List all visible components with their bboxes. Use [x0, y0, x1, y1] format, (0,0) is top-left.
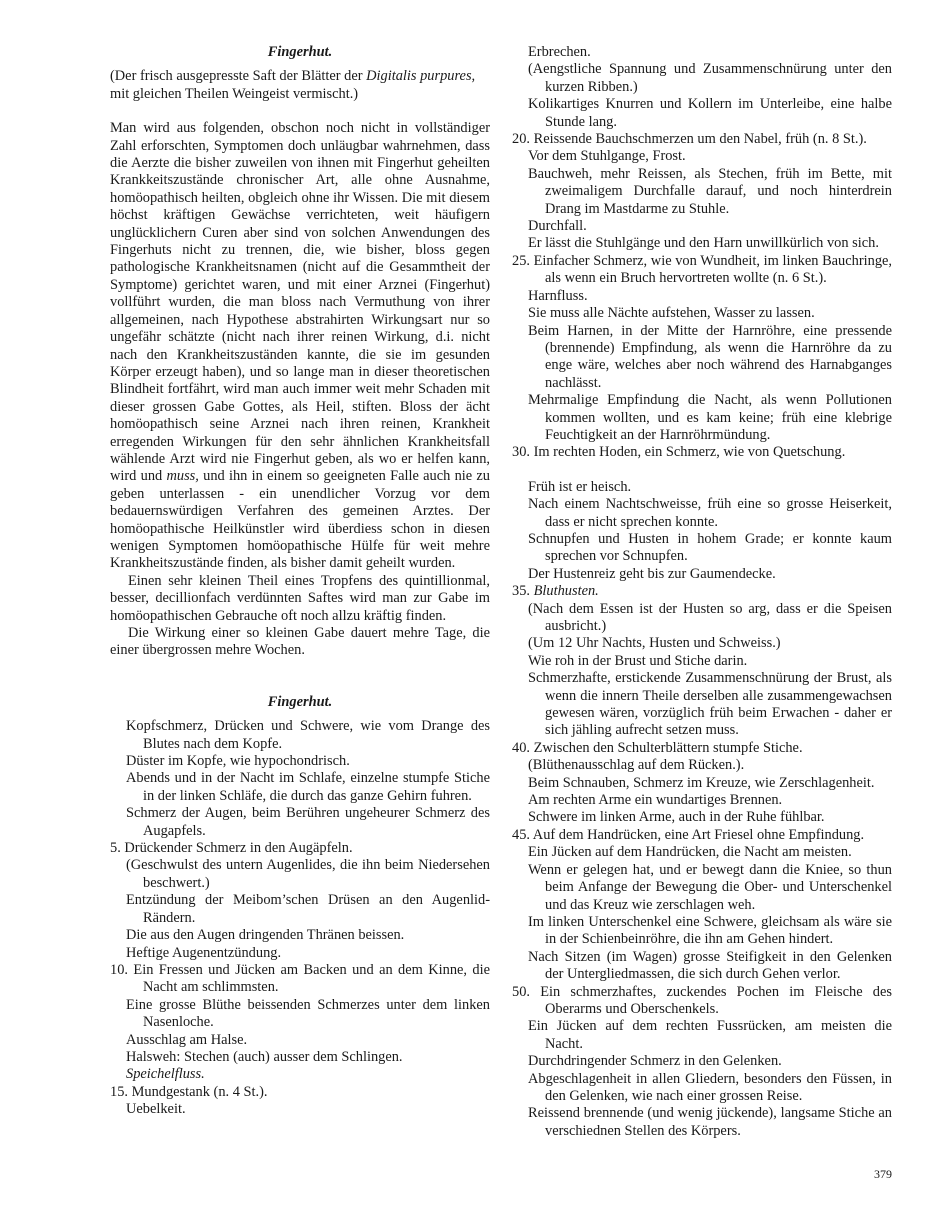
symptom-text: Im rechten Hoden, ein Schmerz, wie von Quetschung. — [533, 444, 846, 461]
symptom-entry — [110, 945, 490, 962]
symptom-text: Eine grosse Blüthe beissenden Schmerzes unter dem linken Nasenloche. — [126, 996, 490, 1031]
symptom-entry — [512, 235, 892, 252]
symptom-entry — [512, 323, 892, 393]
symptom-entry — [110, 892, 490, 927]
symptom-entry — [512, 635, 892, 652]
symptom-text: Beim Harnen, in der Mitte der Harnröhre, eine pressende (brennende) Empfindung, als wenn die Harnröhre da zu enge wäre, welches aber noch während des Harnabganges nachlässt. — [528, 322, 892, 391]
symptom-text: Am rechten Arme ein wundartiges Brennen. — [528, 792, 783, 809]
text-run: Man wird aus folgenden, obschon noch nicht in vollständiger Zahl erforschten, Symptomen doch unläugbar wahrnehmen, dass die Aerzte die bisher zuweilen von ihnen mit Fingerhut geheilten Krankkeitszustände chronischer Art, alle ohne Ausnahme, homöopathisch heilten, obgleich ohne ihr Wissen. Die mit diesem höchst kräftigen Gewächse verrichteten, weit häufigern unglücklichern Curen aber sind von solchen Anwendungen des Fingerhuts nicht zu trennen, die, wie bisher, bloss gegen pathologische Krankheitsnamen (nicht auf die Gesammtheit der Symptome) gerichtet waren, und mit einer Arznei (Fingerhut) vollführt wurden, die man bloss nach Vermuthung von ihrer allgemeinen, nach Hypothese abstrahirten Wirkungsart nur so ungefähr schätzte (nicht nach ihrer reinen Wirkung, d.i. nicht nach den Krankheitszuständen kannte, die sie im gesunden Körper erzeugt haben), und so lange man in dieser theoretischen Blindheit fortfährt, wird man auch immer weit mehr Schaden mit dieser grossen Gabe Gottes, als Heil, stiften. Bloss der ächt homöopathisch seine Arznei nach ihren reinen, Krankheit erregenden Wirkungen für den sehr ähnlichen Krankheitsfall wählende Arzt wird nie Fingerhut geben, als wo er helfen kann, wird und — [110, 120, 490, 485]
symptom-text: Der Hustenreiz geht bis zur Gaumendecke. — [528, 565, 776, 582]
symptom-entry — [512, 653, 892, 670]
symptom-entry — [512, 61, 892, 96]
symptom-entry — [110, 805, 490, 840]
symptom-entry — [512, 496, 892, 531]
symptom-entry — [110, 1049, 490, 1066]
symptom-text: Einfacher Schmerz, wie von Wundheit, im linken Bauchringe, als wenn ein Bruch hervortreten wollte (n. 6 St.). — [533, 252, 892, 287]
paragraph — [110, 573, 490, 625]
symptom-number: 40. — [512, 739, 534, 756]
symptom-entry — [512, 757, 892, 774]
symptom-number: 45. — [512, 826, 533, 843]
symptom-text: Ausschlag am Halse. — [126, 1031, 248, 1048]
symptom-entry — [512, 392, 892, 444]
text-run: (Der frisch ausgepresste Saft der Blätter der — [110, 68, 367, 85]
symptom-text: Halsweh: Stechen (auch) ausser dem Schlingen. — [126, 1048, 403, 1065]
symptom-text: Die aus den Augen dringenden Thränen beissen. — [126, 927, 405, 944]
symptom-text: Drückender Schmerz in den Augäpfeln. — [124, 840, 353, 857]
symptom-text: (Um 12 Uhr Nachts, Husten und Schweiss.) — [528, 635, 781, 652]
symptom-entry — [512, 166, 892, 218]
symptom-text: Nach Sitzen (im Wagen) grosse Steifigkeit in den Gelenken der Untergliedmassen, die sich durch Gehen verlor. — [528, 948, 892, 983]
paragraph — [110, 625, 490, 660]
symptom-text: Bluthusten. — [533, 583, 599, 600]
symptom-entry — [512, 601, 892, 636]
symptom-entry — [110, 753, 490, 770]
symptom-entry — [512, 827, 892, 844]
symptom-entry — [512, 670, 892, 740]
symptom-entry — [512, 809, 892, 826]
symptom-text: Mundgestank (n. 4 St.). — [131, 1083, 268, 1100]
section-heading: Fingerhut. — [267, 44, 333, 60]
symptom-entry — [512, 844, 892, 861]
symptom-text: Ein Fressen und Jücken am Backen und an dem Kinne, die Nacht am schlimmsten. — [133, 961, 490, 996]
symptom-text: Entzündung der Meibom’schen Drüsen an den Augenlid-Rändern. — [126, 892, 490, 926]
symptom-number: 20. — [512, 131, 534, 148]
symptom-text: Ein Jücken auf dem Handrücken, die Nacht am meisten. — [528, 844, 852, 861]
symptom-entry — [110, 927, 490, 944]
symptom-entry — [512, 914, 892, 949]
symptom-entry — [512, 862, 892, 914]
symptom-text: Schmerz der Augen, beim Berühren ungeheurer Schmerz des Augapfels. — [126, 805, 490, 839]
symptom-text: Durchdringender Schmerz in den Gelenken. — [528, 1053, 782, 1070]
symptom-entry — [512, 792, 892, 809]
symptom-text: Abends und in der Nacht im Schlafe, einzelne stumpfe Stiche in der linken Schläfe, die durch das ganze Gehirn fuhren. — [126, 770, 490, 804]
symptom-number: 15. — [110, 1083, 132, 1100]
symptom-text: Vor dem Stuhlgange, Frost. — [528, 148, 686, 165]
symptom-number: 10. — [110, 961, 134, 978]
symptom-entry — [110, 770, 490, 805]
text-run: und ihn in einem so geeigneten Falle auch nie zu geben unterlassen - ein unendlicher Vorzug vor dem bedauernswürdigen Verfahren des gemeinen Arztes. Der homöopathische Heilkünstler wird überdiess schon in diesen wenigen Symptomen homöopathische Hülfe für weit mehre Krankheitszustände finden, als bisher damit geheilt wurden. — [110, 468, 490, 572]
symptom-text: Sie muss alle Nächte aufstehen, Wasser zu lassen. — [528, 305, 815, 322]
symptom-entry — [512, 1105, 892, 1140]
symptom-text: Schwere im linken Arme, auch in der Ruhe fühlbar. — [528, 809, 825, 826]
symptom-entry — [110, 962, 490, 997]
symptom-text: Bauchweh, mehr Reissen, als Stechen, früh im Bette, mit zweimaligem Durchfalle darauf, und noch hinterdrein Drang im Mastdarme zu Stuhle. — [528, 165, 892, 217]
symptom-entry — [110, 1066, 490, 1083]
symptom-text: Düster im Kopfe, wie hypochondrisch. — [126, 753, 350, 770]
symptom-text: Zwischen den Schulterblättern stumpfe Stiche. — [533, 739, 803, 756]
symptom-text: Ein schmerzhaftes, zuckendes Pochen im Fleische des Oberarms und Oberschenkels. — [540, 983, 892, 1017]
symptom-number: 5. — [110, 840, 125, 857]
symptom-entry — [512, 96, 892, 131]
preparation-note — [110, 68, 490, 103]
paragraph — [110, 120, 490, 573]
text-run: Einen sehr kleinen Theil eines Tropfens des quintillionmal, besser, decillionfach verdünnten Saftes wird man zur Gabe im homöopathischen Gebrauche oft noch allzu kräftig finden. — [110, 572, 490, 624]
symptom-text: Früh ist er heisch. — [528, 478, 632, 495]
right-column — [512, 44, 892, 1140]
italic-text: Digitalis purpures, — [366, 68, 476, 85]
spacer — [110, 660, 490, 677]
page-number: 379 — [874, 1167, 892, 1181]
symptom-entry — [512, 479, 892, 496]
symptom-list-right — [512, 44, 892, 1140]
symptom-text: Heftige Augenentzündung. — [126, 944, 282, 961]
symptom-text: Erbrechen. — [528, 44, 591, 60]
symptom-entry — [512, 1053, 892, 1070]
symptom-text: Kopfschmerz, Drücken und Schwere, wie vom Drange des Blutes nach dem Kopfe. — [126, 718, 490, 752]
symptom-entry — [512, 740, 892, 757]
spacer — [512, 462, 892, 479]
symptom-entry — [110, 718, 490, 753]
symptom-text: (Blüthenausschlag auf dem Rücken.). — [528, 757, 745, 774]
symptom-number: 30. — [512, 444, 534, 461]
symptom-entry — [512, 444, 892, 461]
symptom-text: Harnfluss. — [528, 287, 588, 304]
symptom-text: Durchfall. — [528, 218, 587, 235]
symptom-entry — [110, 840, 490, 857]
symptom-text: Er lässt die Stuhlgänge und den Harn unwillkürlich von sich. — [528, 235, 879, 252]
symptom-entry — [512, 531, 892, 566]
symptom-text: Beim Schnauben, Schmerz im Kreuze, wie Zerschlagenheit. — [528, 774, 875, 791]
symptom-number: 25. — [512, 252, 534, 269]
symptom-entry — [512, 984, 892, 1019]
symptom-entry — [512, 583, 892, 600]
symptom-text: Reissende Bauchschmerzen um den Nabel, früh (n. 8 St.). — [533, 131, 867, 148]
introduction-text — [110, 120, 490, 660]
symptom-number: 50. — [512, 983, 541, 1000]
symptom-entry — [512, 44, 892, 61]
symptom-entry — [512, 1071, 892, 1106]
symptom-entry — [512, 566, 892, 583]
symptom-entry — [512, 148, 892, 165]
symptom-entry — [110, 1032, 490, 1049]
symptoms-heading: Fingerhut. — [267, 693, 333, 710]
symptom-entry — [512, 1018, 892, 1053]
symptom-text: Ein Jücken auf dem rechten Fussrücken, am meisten die Nacht. — [528, 1018, 892, 1052]
symptom-text: (Nach dem Essen ist der Husten so arg, dass er die Speisen ausbricht.) — [528, 600, 892, 634]
symptom-text: (Geschwulst des untern Augenlides, die ihn beim Niedersehen beschwert.) — [126, 857, 490, 891]
symptom-text: Uebelkeit. — [126, 1101, 186, 1118]
italic-text: muss, — [166, 468, 199, 485]
symptom-text: (Aengstliche Spannung und Zusammenschnürung unter den kurzen Ribben.) — [528, 61, 892, 95]
symptom-entry — [110, 1084, 490, 1101]
symptom-text: Im linken Unterschenkel eine Schwere, gleichsam als wäre sie in der Schienbeinröhre, die ihn am Gehen hindert. — [528, 913, 892, 948]
symptom-entry — [512, 253, 892, 288]
symptom-text: Wenn er gelegen hat, und er bewegt dann die Kniee, so thun beim Anfange der Bewegung die Ober- und Unterschenkel und das Kreuz wie zerschlagen weh. — [528, 861, 892, 913]
symptom-text: Mehrmalige Empfindung die Nacht, als wenn Pollutionen kommen wollten, und es kam keine; früh eine klebrige Feuchtigkeit an der Harnröhrmündung. — [528, 392, 892, 443]
symptom-text: Speichelfluss. — [126, 1066, 205, 1083]
left-column — [110, 44, 490, 1119]
spacer — [110, 103, 490, 120]
text-run: mit gleichen Theilen Weingeist vermischt.) — [110, 85, 359, 102]
symptom-entry — [512, 218, 892, 235]
symptom-entry — [110, 997, 490, 1032]
symptom-entry — [110, 1101, 490, 1118]
symptom-entry — [512, 775, 892, 792]
symptom-entry — [512, 305, 892, 322]
symptom-text: Kolikartiges Knurren und Kollern im Unterleibe, eine halbe Stunde lang. — [528, 96, 892, 130]
symptom-entry — [512, 949, 892, 984]
symptom-text: Reissend brennende (und wenig jückende), langsame Stiche an verschiednen Stellen des Körpers. — [528, 1105, 892, 1139]
symptom-text: Schmerzhafte, erstickende Zusammenschnürung der Brust, als wenn die innern Theile derselben alle zusammengewachsen gewesen wären, vorzüglich früh beim Erwachen - daher er sich jähling aufrecht setzen muss. — [528, 670, 892, 739]
symptom-text: Auf dem Handrücken, eine Art Friesel ohne Empfindung. — [532, 826, 865, 843]
symptom-text: Abgeschlagenheit in allen Gliedern, besonders den Füssen, in den Gelenken, wie nach einer grossen Reise. — [528, 1070, 892, 1104]
symptom-entry — [110, 857, 490, 892]
symptom-entry — [512, 131, 892, 148]
spacer — [110, 677, 490, 694]
text-run: Die Wirkung einer so kleinen Gabe dauert mehre Tage, die einer übergrossen mehre Wochen. — [110, 625, 490, 659]
symptom-list-left — [110, 718, 490, 1118]
symptom-text: Schnupfen und Husten in hohem Grade; er konnte kaum sprechen vor Schnupfen. — [528, 530, 892, 565]
symptom-entry — [512, 288, 892, 305]
symptom-text: Wie roh in der Brust und Stiche darin. — [528, 652, 748, 669]
symptom-number: 35. — [512, 583, 534, 600]
symptom-text: Nach einem Nachtschweisse, früh eine so grosse Heiserkeit, dass er nicht sprechen konnte. — [528, 496, 892, 530]
